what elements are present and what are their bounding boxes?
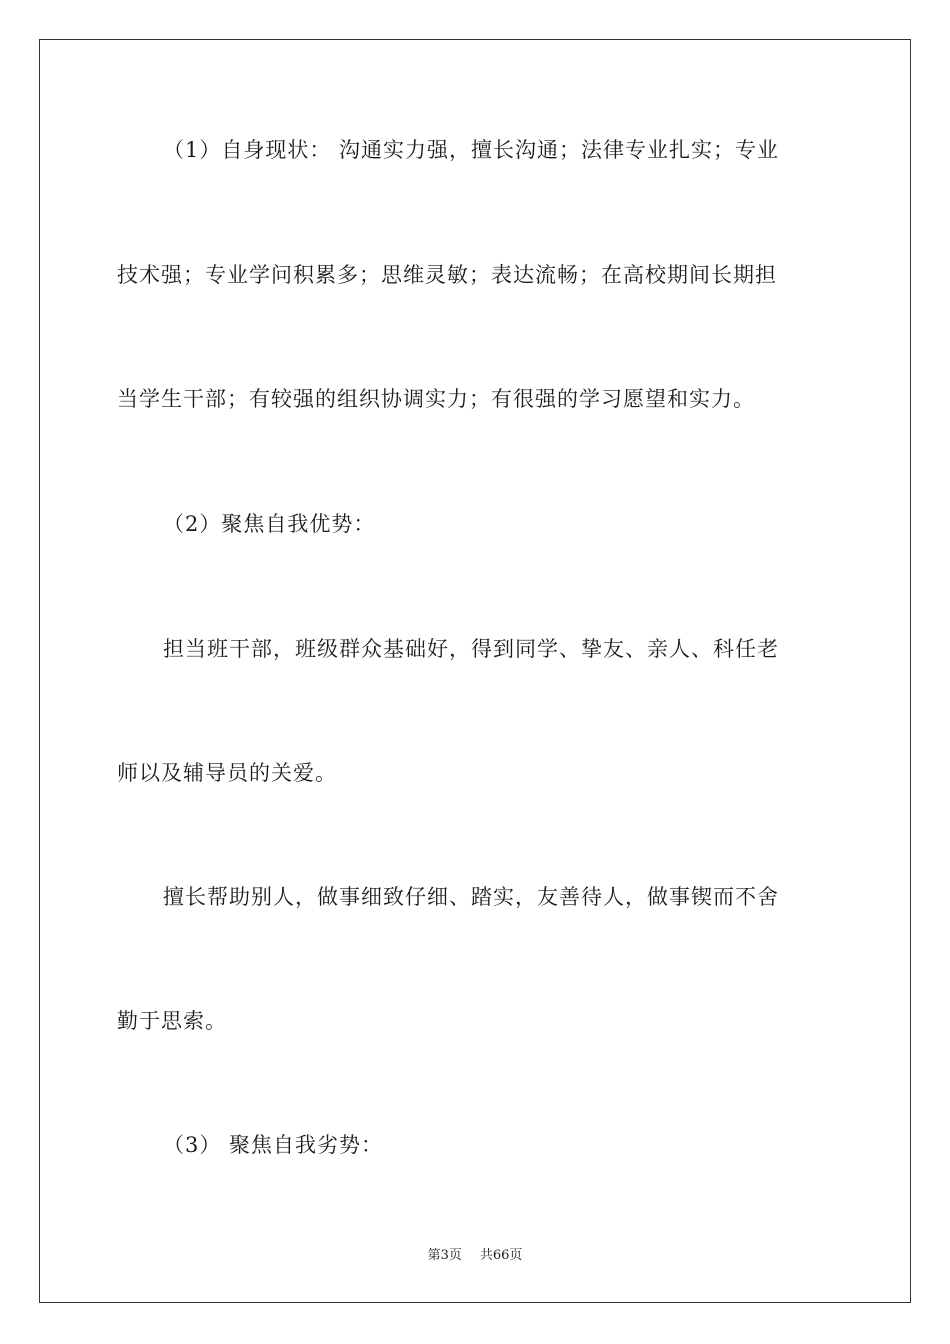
line-8-strength-2-cont: 勤于思索。 — [117, 1009, 227, 1033]
page-number-total: 共66页 — [479, 1248, 523, 1263]
line-9-weaknesses-heading: （3） 聚焦自我劣势： — [163, 1133, 384, 1157]
line-2-status-cont: 技术强；专业学问积累多；思维灵敏；表达流畅；在高校期间长期担 — [117, 263, 777, 287]
page-footer — [0, 1247, 950, 1265]
line-6-strength-1-cont: 师以及辅导员的关爱。 — [117, 761, 337, 785]
page-border — [39, 39, 911, 1303]
line-1-status: （1）自身现状： 沟通实力强，擅长沟通；法律专业扎实；专业 — [163, 138, 780, 162]
line-7-strength-2: 擅长帮助别人，做事细致仔细、踏实，友善待人，做事锲而不舍 — [163, 885, 779, 909]
line-3-status-cont: 当学生干部；有较强的组织协调实力；有很强的学习愿望和实力。 — [117, 387, 755, 411]
line-4-strengths-heading: （2）聚焦自我优势： — [163, 512, 376, 536]
line-5-strength-1: 担当班干部，班级群众基础好，得到同学、挚友、亲人、科任老 — [163, 637, 779, 661]
page-number-current: 第3页 — [427, 1248, 462, 1263]
